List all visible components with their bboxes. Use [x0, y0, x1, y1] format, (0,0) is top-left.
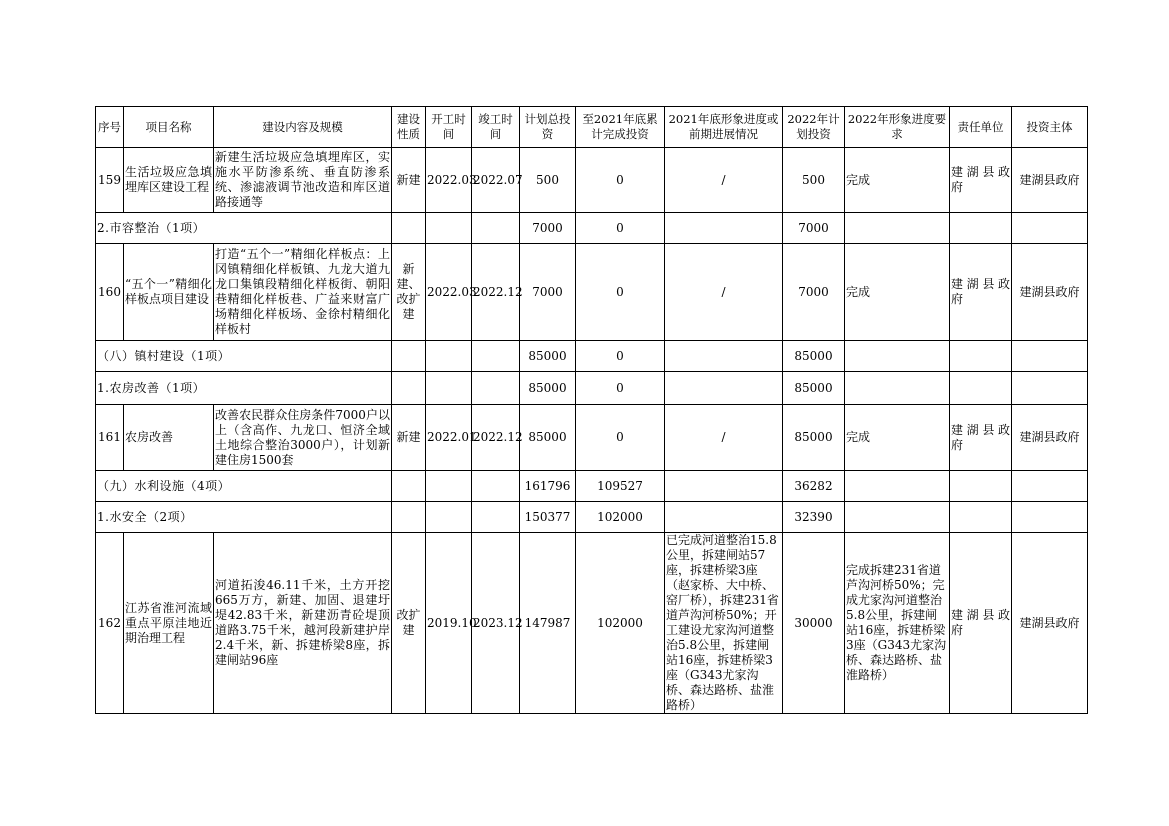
cell-name: 生活垃圾应急填埋库区建设工程: [124, 148, 214, 213]
header-seq: 序号: [96, 107, 124, 148]
cell-progress-2021: /: [665, 148, 783, 213]
table-row: [96, 533, 1088, 714]
cell-content: 河道拓浚46.11千米，土方开挖665万方，新建、加固、退建圩堤42.83千米，新建沥青砼堤顶道路3.75千米，越河段新建护岸2.4千米，新、拆建桥梁8座，拆建闸站96座: [214, 533, 392, 714]
cell-cum-2021: 0: [576, 341, 665, 372]
cell-name: 农房改善: [124, 405, 214, 471]
cell-plan-total: 161796: [520, 471, 576, 502]
category-row: [96, 471, 1088, 502]
cell-plan-2022: 85000: [783, 372, 845, 405]
table-row: [96, 148, 1088, 213]
cell-seq: 160: [96, 244, 124, 341]
cell-investor: 建湖县政府: [1012, 533, 1088, 714]
cell-plan-total: 85000: [520, 372, 576, 405]
category-row: [96, 341, 1088, 372]
table-row: [96, 244, 1088, 341]
category-row: [96, 502, 1088, 533]
header-nature: 建设性质: [392, 107, 426, 148]
cell-progress-2021: /: [665, 244, 783, 341]
cell-plan-2022: 7000: [783, 213, 845, 244]
cell-content: 改善农民群众住房条件7000户以上（含高作、九龙口、恒济全域土地综合整治3000户），计划新建住房1500套: [214, 405, 392, 471]
cell-investor: 建湖县政府: [1012, 405, 1088, 471]
cell-progress-2021: /: [665, 405, 783, 471]
cell-plan-2022: 85000: [783, 341, 845, 372]
cell-plan-2022: 36282: [783, 471, 845, 502]
cell-nature: 新建: [392, 148, 426, 213]
cell-investor: 建湖县政府: [1012, 148, 1088, 213]
cell-content: 打造“五个一”精细化样板点：上冈镇精细化样板镇、九龙大道九龙口集镇段精细化样板街、朝阳巷精细化样板巷、广益来财富广场精细化样板场、金徐村精细化样板村: [214, 244, 392, 341]
cell-nature: 新建: [392, 405, 426, 471]
cell-nature: 改扩建: [392, 533, 426, 714]
cell-start: 2019.10: [426, 533, 472, 714]
cell-cum-2021: 0: [576, 372, 665, 405]
cell-plan-total: 7000: [520, 244, 576, 341]
header-progress-2021: 2021年底形象进度或前期进展情况: [665, 107, 783, 148]
cell-unit: 建湖县政府: [950, 244, 1012, 341]
cell-end: 2022.07: [472, 148, 520, 213]
cell-start: 2022.03: [426, 244, 472, 341]
cell-end: 2022.12: [472, 244, 520, 341]
header-investor: 投资主体: [1012, 107, 1088, 148]
cell-cum-2021: 102000: [576, 533, 665, 714]
cell-req-2022: 完成: [845, 148, 950, 213]
cell-cum-2021: 102000: [576, 502, 665, 533]
cell-req-2022: 完成拆建231省道芦沟河桥50%；完成尤家沟河道整治5.8公里，拆建闸站16座，拆建桥梁3座（G343尤家沟桥、森达路桥、盐淮路桥）: [845, 533, 950, 714]
cell-category-label: 2.市容整治（1项）: [96, 213, 392, 244]
cell-seq: 162: [96, 533, 124, 714]
header-unit: 责任单位: [950, 107, 1012, 148]
cell-plan-2022: 85000: [783, 405, 845, 471]
cell-req-2022: 完成: [845, 244, 950, 341]
header-start: 开工时间: [426, 107, 472, 148]
cell-investor: 建湖县政府: [1012, 244, 1088, 341]
cell-end: 2023.12: [472, 533, 520, 714]
cell-name: 江苏省淮河流域重点平原洼地近期治理工程: [124, 533, 214, 714]
category-row: [96, 213, 1088, 244]
cell-cum-2021: 0: [576, 148, 665, 213]
cell-category-label: （九）水利设施（4项）: [96, 471, 392, 502]
cell-nature: 新建、改扩建: [392, 244, 426, 341]
cell-category-label: 1.农房改善（1项）: [96, 372, 392, 405]
cell-plan-total: 147987: [520, 533, 576, 714]
cell-plan-2022: 7000: [783, 244, 845, 341]
cell-plan-total: 500: [520, 148, 576, 213]
header-end: 竣工时间: [472, 107, 520, 148]
cell-plan-2022: 32390: [783, 502, 845, 533]
cell-cum-2021: 0: [576, 213, 665, 244]
header-row: [96, 107, 1088, 148]
cell-name: “五个一”精细化样板点项目建设: [124, 244, 214, 341]
cell-end: 2022.12: [472, 405, 520, 471]
header-content: 建设内容及规模: [214, 107, 392, 148]
table-row: [96, 405, 1088, 471]
cell-content: 新建生活垃圾应急填埋库区，实施水平防渗系统、垂直防渗系统、渗滤液调节池改造和库区道路接通等: [214, 148, 392, 213]
header-name: 项目名称: [124, 107, 214, 148]
header-plan-2022: 2022年计划投资: [783, 107, 845, 148]
cell-cum-2021: 0: [576, 405, 665, 471]
cell-cum-2021: 0: [576, 244, 665, 341]
cell-start: 2022.03: [426, 148, 472, 213]
cell-plan-total: 150377: [520, 502, 576, 533]
cell-unit: 建湖县政府: [950, 148, 1012, 213]
cell-category-label: （八）镇村建设（1项）: [96, 341, 392, 372]
cell-start: 2022.01: [426, 405, 472, 471]
header-req-2022: 2022年形象进度要求: [845, 107, 950, 148]
header-plan-total: 计划总投资: [520, 107, 576, 148]
cell-plan-total: 85000: [520, 341, 576, 372]
cell-progress-2021: 已完成河道整治15.8公里，拆建闸站57座，拆建桥梁3座（赵家桥、大中桥、窑厂桥），拆建231省道芦沟河桥50%；开工建设尤家沟河道整治5.8公里，拆建闸站16座，拆建桥梁3座（G343尤家沟桥、森达路桥、盐淮路桥）: [665, 533, 783, 714]
cell-cum-2021: 109527: [576, 471, 665, 502]
cell-unit: 建湖县政府: [950, 533, 1012, 714]
cell-req-2022: 完成: [845, 405, 950, 471]
category-row: [96, 372, 1088, 405]
project-table: [95, 106, 1088, 714]
cell-unit: 建湖县政府: [950, 405, 1012, 471]
cell-plan-2022: 30000: [783, 533, 845, 714]
cell-category-label: 1.水安全（2项）: [96, 502, 392, 533]
cell-plan-total: 85000: [520, 405, 576, 471]
cell-seq: 159: [96, 148, 124, 213]
cell-seq: 161: [96, 405, 124, 471]
header-cum-2021: 至2021年底累计完成投资: [576, 107, 665, 148]
cell-plan-total: 7000: [520, 213, 576, 244]
cell-plan-2022: 500: [783, 148, 845, 213]
